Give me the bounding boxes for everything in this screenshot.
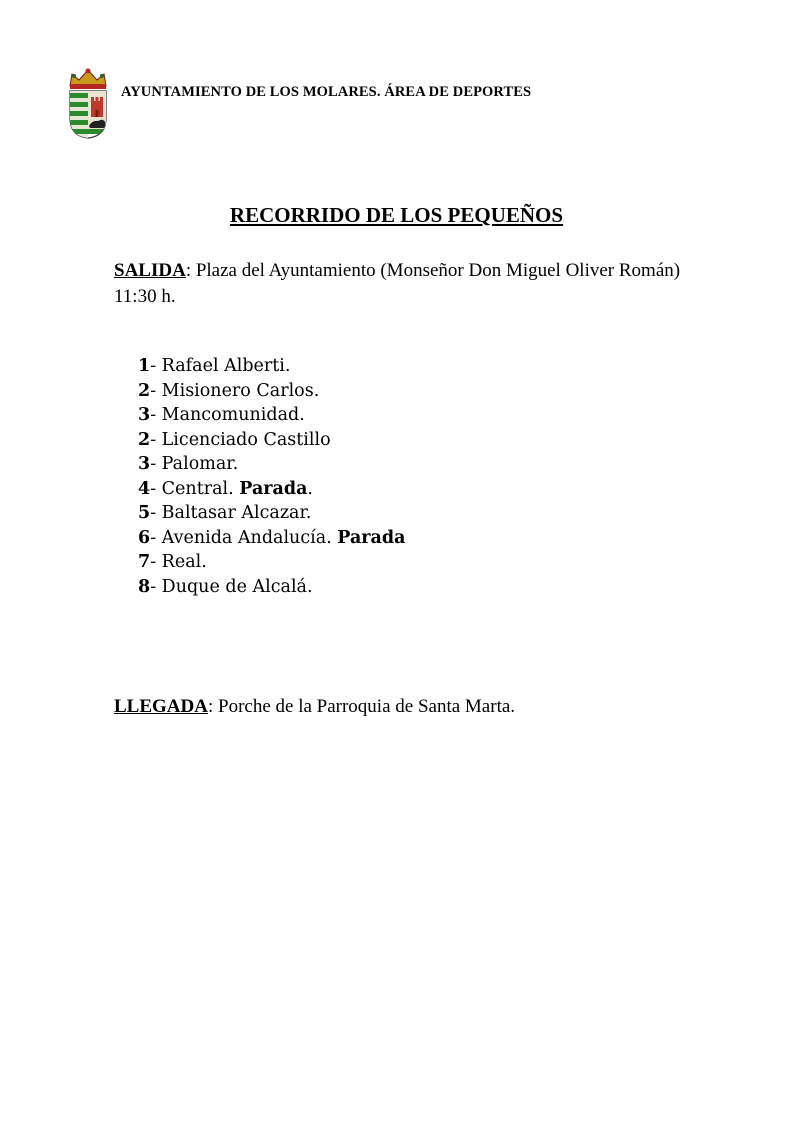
- route-item-number: 2: [138, 429, 151, 450]
- llegada-paragraph: [114, 694, 515, 720]
- route-item-street: Palomar.: [161, 454, 239, 474]
- route-item-separator: -: [150, 405, 162, 425]
- salida-text: : Plaza del Ayuntamiento (Monseñor Don Miguel Oliver Román): [185, 260, 681, 281]
- route-item: [138, 452, 405, 477]
- route-item-separator: -: [150, 380, 162, 401]
- route-item: [138, 550, 405, 575]
- route-item-stop: Parada: [239, 478, 308, 499]
- route-item-stop: Parada: [337, 527, 406, 548]
- route-item-street: Avenida Andalucía.: [161, 527, 338, 548]
- header-org-title: AYUNTAMIENTO DE LOS MOLARES. ÁREA DE DEPORTES: [121, 84, 532, 100]
- route-item: [138, 501, 405, 526]
- route-item-number: 2: [138, 380, 151, 401]
- llegada-label: LLEGADA: [114, 696, 208, 717]
- coat-of-arms-icon: [66, 66, 110, 140]
- route-item: [138, 477, 405, 502]
- route-item-street: Real.: [161, 552, 207, 572]
- route-item-street: Central.: [161, 478, 240, 499]
- route-item-separator: -: [150, 527, 162, 548]
- route-item-number: 5: [138, 503, 151, 523]
- route-item-street: Duque de Alcalá.: [161, 576, 313, 597]
- route-item-number: 3: [138, 454, 151, 474]
- route-item-separator: -: [150, 576, 162, 597]
- route-item: [138, 428, 405, 453]
- route-item-street: Licenciado Castillo: [161, 429, 331, 450]
- route-item: [138, 575, 405, 600]
- route-item-separator: -: [150, 552, 162, 572]
- salida-paragraph: [114, 258, 774, 310]
- route-item: [138, 403, 405, 428]
- route-item: [138, 379, 405, 404]
- salida-time: 11:30 h.: [114, 286, 176, 307]
- route-item-number: 4: [138, 478, 151, 499]
- salida-label: SALIDA: [114, 260, 186, 281]
- route-item-number: 1: [138, 356, 151, 376]
- route-item-separator: -: [150, 356, 162, 376]
- route-item-number: 3: [138, 405, 151, 425]
- route-item-street: Baltasar Alcazar.: [161, 503, 312, 523]
- route-item-street: Misionero Carlos.: [161, 380, 320, 401]
- route-item-separator: -: [150, 503, 162, 523]
- route-item-separator: -: [150, 429, 162, 450]
- route-item-separator: -: [150, 478, 162, 499]
- route-item-street: Mancomunidad.: [161, 405, 305, 425]
- route-item: [138, 526, 405, 551]
- route-item-number: 6: [138, 527, 151, 548]
- route-item-tail: .: [307, 478, 313, 499]
- route-item-number: 7: [138, 552, 151, 572]
- page-title: RECORRIDO DE LOS PEQUEÑOS: [229, 203, 564, 227]
- route-item-street: Rafael Alberti.: [161, 356, 291, 376]
- route-item-number: 8: [138, 576, 151, 597]
- route-list: [138, 354, 405, 599]
- llegada-text: : Porche de la Parroquia de Santa Marta.: [207, 696, 516, 717]
- route-item: [138, 354, 405, 379]
- route-item-separator: -: [150, 454, 162, 474]
